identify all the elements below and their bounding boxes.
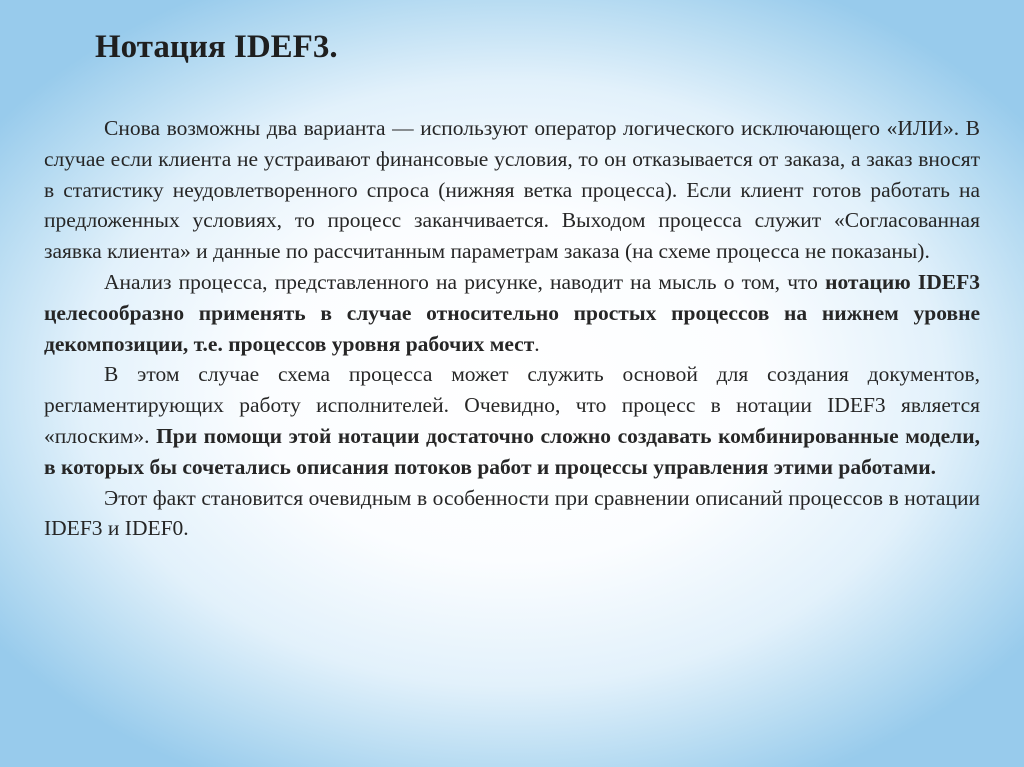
- paragraph-3-bold-text: При помощи этой нотации достаточно сложно создавать комбинированные модели, в которых бы сочетались описания потоков работ и процессы управления этими работами.: [44, 423, 980, 479]
- paragraph-2: [44, 267, 980, 359]
- paragraph-1-text: Снова возможны два варианта — используют оператор логического исключающего «ИЛИ». В случае если клиента не устраивают финансовые условия, то он отказывается от заказа, а заказ вносят в статистику неудовлетворенного спроса (нижняя ветка процесса). Если клиент готов работать на предложенных условиях, то процесс заканчивается. Выходом процесса служит «Согласованная заявка клиента» и данные по рассчитанным параметрам заказа (на схеме процесса не показаны).: [44, 116, 980, 264]
- paragraph-1: [44, 113, 980, 267]
- paragraph-4-text: Этот факт становится очевидным в особенности при сравнении описаний процессов в нотации IDEF3 и IDEF0.: [44, 485, 980, 541]
- paragraph-2-period: .: [534, 331, 540, 356]
- slide-title: Нотация IDEF3.: [95, 29, 338, 65]
- paragraph-2-text: Анализ процесса, представленного на рисунке, наводит на мысль о том, что: [104, 269, 826, 294]
- paragraph-2-bold-text: нотацию IDEF3 целесообразно применять в случае относительно простых процессов на нижнем уровне декомпозиции, т.е. процессов уровня рабочих мест: [44, 269, 980, 356]
- paragraph-3: [44, 359, 980, 482]
- slide-body: [44, 113, 980, 544]
- paragraph-4: [44, 483, 980, 545]
- paragraph-3-text: В этом случае схема процесса может служить основой для создания документов, регламентирующих работу исполнителей. Очевидно, что процесс в нотации IDEF3 является «плоским».: [44, 362, 980, 448]
